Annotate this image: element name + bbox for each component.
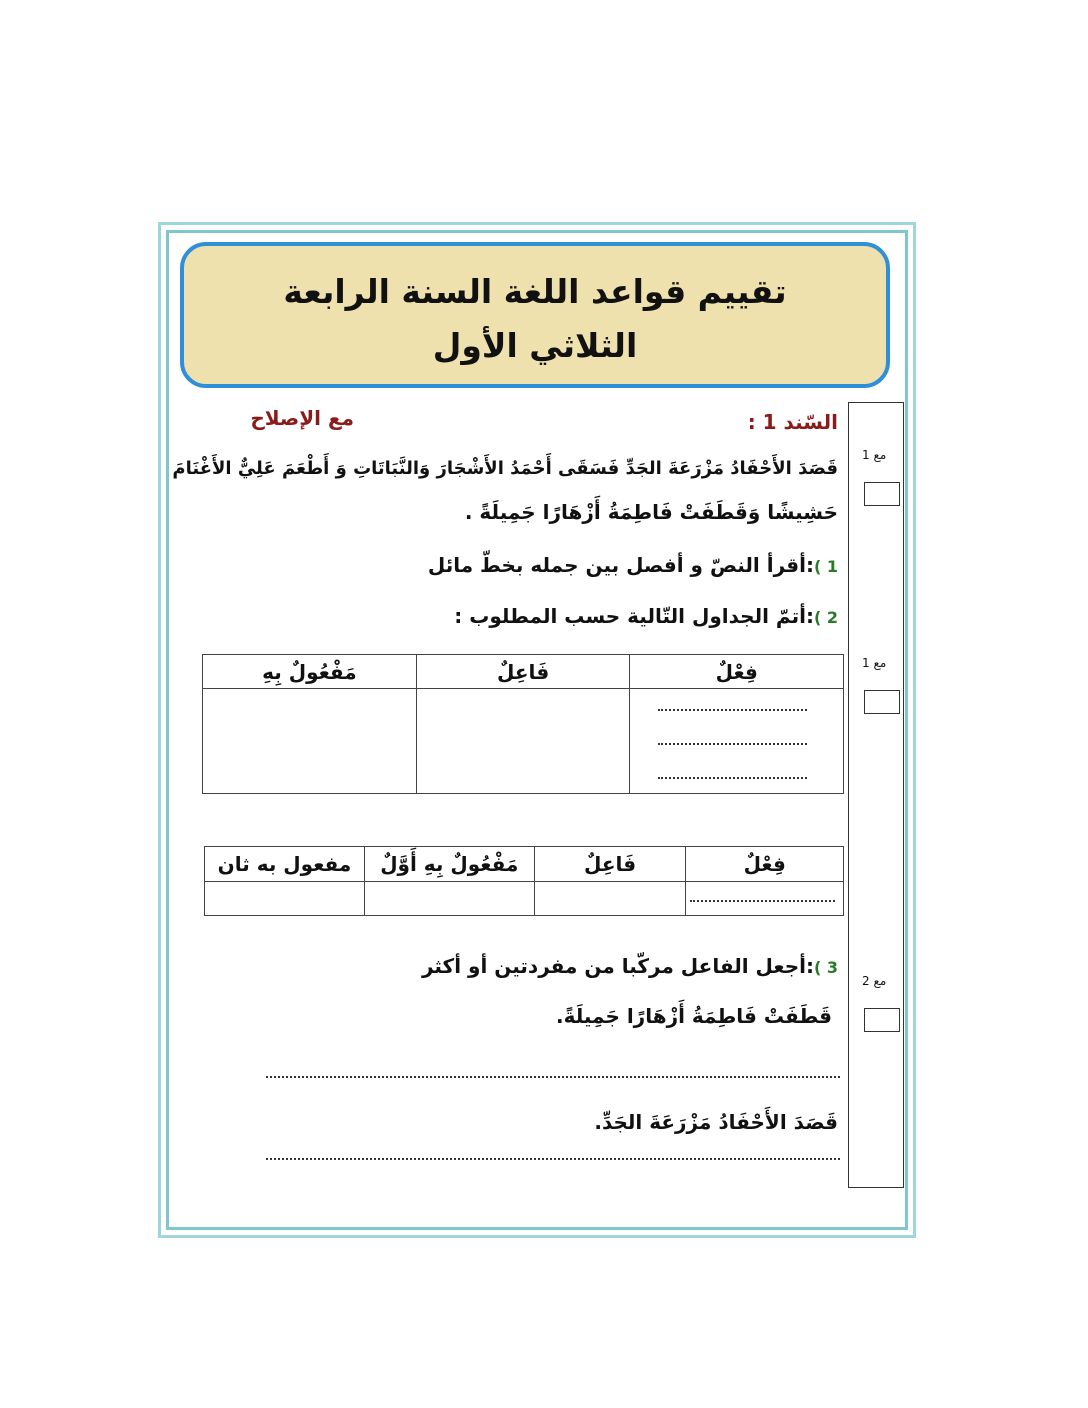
title-line-2: الثلاثي الأول <box>432 326 638 365</box>
answer-line-1[interactable] <box>266 1076 840 1078</box>
table-1-cell-verb[interactable] <box>630 689 844 794</box>
question-2-number: 2 ) <box>813 608 838 627</box>
question-3-text: :أجعل الفاعل مركّبا من مفردتين أو أكثر <box>421 954 814 978</box>
table-2-cell-verb[interactable] <box>686 882 844 916</box>
answer-line <box>658 709 807 711</box>
table-2 <box>204 846 844 916</box>
answer-line <box>658 777 807 779</box>
title-line-1: تقييم قواعد اللغة السنة الرابعة <box>283 272 787 311</box>
source-text-line-1: قَصَدَ الأَحْفَادُ مَزْرَعَةَ الجَدِّ فَسَقَى أَحْمَدُ الأَشْجَارَ وَالنَّبَاتَاتِ وَ أَطْعَمَ عَلِيٌّ الأَغْنَامَ <box>172 458 838 479</box>
question-3 <box>421 954 838 978</box>
title-box <box>180 242 890 388</box>
score-box-2[interactable] <box>864 690 900 714</box>
table-2-header-object-1: مَفْعُولٌ بِهِ أَوَّلٌ <box>364 847 534 882</box>
table-2-cell-object-1[interactable] <box>364 882 534 916</box>
correction-label: مع الإصلاح <box>250 406 354 430</box>
table-1-header-object: مَفْعُولٌ بِهِ <box>203 655 417 689</box>
question-1-text: :أقرأ النصّ و أفصل بين جمله بخطّ مائل <box>427 553 814 577</box>
source-label: السّند 1 : <box>747 410 838 434</box>
table-2-cell-subject[interactable] <box>534 882 686 916</box>
score-label-1: مع 1 <box>862 448 887 462</box>
answer-line-2[interactable] <box>266 1158 840 1160</box>
question-2 <box>440 604 838 628</box>
table-1-header-verb: فِعْلٌ <box>630 655 844 689</box>
question-3-sentence-1: قَطَفَتْ فَاطِمَةُ أَزْهَارًا جَمِيلَةً. <box>555 1004 832 1028</box>
table-2-header-verb: فِعْلٌ <box>686 847 844 882</box>
answer-line <box>658 743 807 745</box>
table-2-header-object-2: مفعول به ثان <box>205 847 365 882</box>
table-1-cell-object[interactable] <box>203 689 417 794</box>
table-1 <box>202 654 844 794</box>
score-label-2: مع 1 <box>862 656 887 670</box>
score-box-1[interactable] <box>864 482 900 506</box>
score-label-3: مع 2 <box>862 974 887 988</box>
score-column <box>848 402 904 1188</box>
table-2-cell-object-2[interactable] <box>205 882 365 916</box>
table-1-header-subject: فَاعِلٌ <box>416 655 630 689</box>
question-1 <box>427 553 838 577</box>
source-text-line-2: حَشِيشًا وَقَطَفَتْ فَاطِمَةُ أَزْهَارًا جَمِيلَةً . <box>464 500 838 524</box>
table-1-cell-subject[interactable] <box>416 689 630 794</box>
answer-line <box>690 900 835 902</box>
score-box-3[interactable] <box>864 1008 900 1032</box>
question-1-number: 1 ) <box>813 557 838 576</box>
table-2-header-subject: فَاعِلٌ <box>534 847 686 882</box>
question-3-sentence-2: قَصَدَ الأَحْفَادُ مَزْرَعَةَ الجَدِّ. <box>594 1110 838 1134</box>
question-2-text: :أتمّ الجداول التّالية حسب المطلوب : <box>454 604 814 628</box>
question-3-number: 3 ) <box>813 958 838 977</box>
